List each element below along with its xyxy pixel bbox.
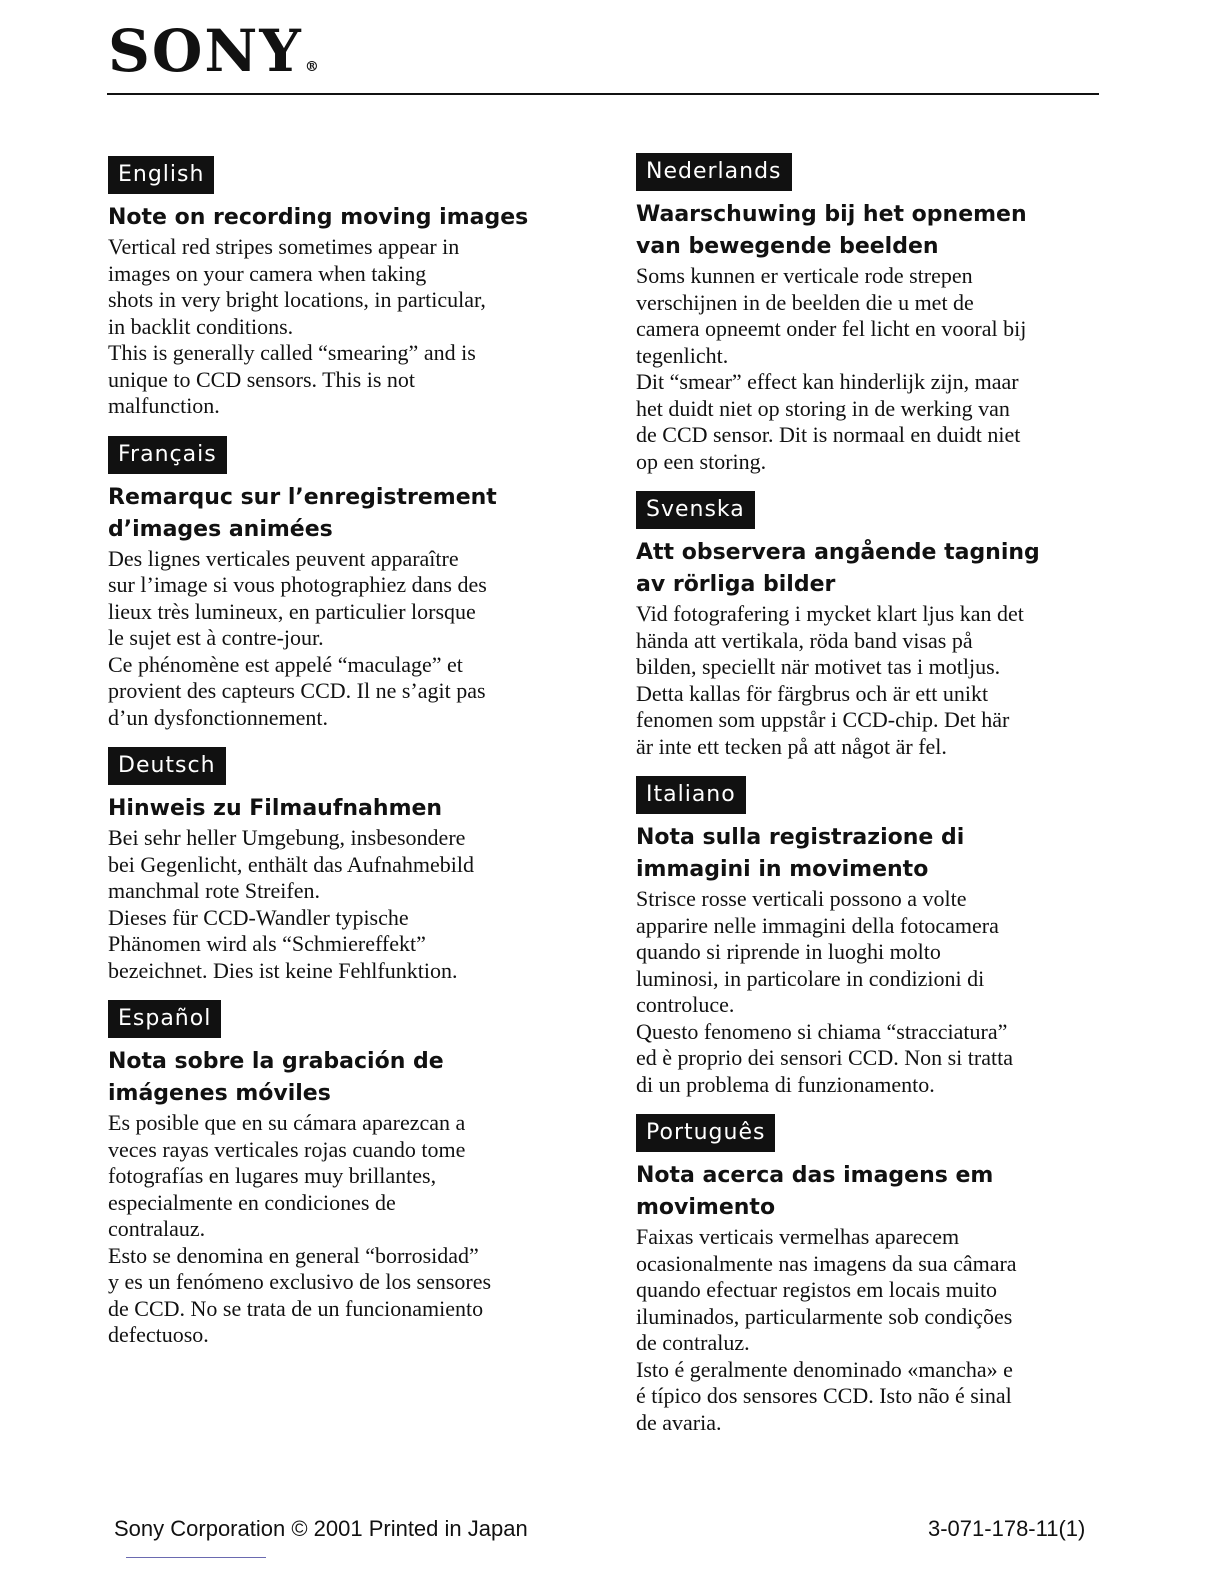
section-english [108,156,578,420]
language-tag-svenska: Svenska [636,491,755,529]
section-svenska [636,491,1106,760]
language-tag-nederlands: Nederlands [636,153,792,191]
footer-divider [126,1557,266,1558]
section-body: Vid fotografering i mycket klart ljus kan det hända att vertikala, röda band visas på bilden, speciellt när motivet tas i motljus. Detta kallas för färgbrus och är ett unikt fenomen som uppstår i CCD-chip. Det här är inte ett tecken på att något är fel. [636,601,1024,759]
section-heading: Nota sulla registrazione di immagini in movimento [636,825,965,882]
section-body: Strisce rosse verticali possono a volte apparire nelle immagini della fotocamera quando si riprende in luoghi molto luminosi, in particolare in condizioni di controluce. Questo fenomeno si chiama “stracciatura” ed è proprio dei sensori CCD. Non si tratta di un problema di funzionamento. [636,886,1013,1097]
section-body: Bei sehr heller Umgebung, insbesondere bei Gegenlicht, enthält das Aufnahmebild manchmal rote Streifen. Dieses für CCD-Wandler typische Phänomen wird als “Schmiereffekt” bezeichnet. Dies ist keine Fehlfunktion. [108,825,474,983]
section-heading: Nota sobre la grabación de imágenes móviles [108,1049,444,1106]
section-heading: Att observera angående tagning av rörliga bilder [636,540,1040,597]
section-heading: Hinweis zu Filmaufnahmen [108,796,443,821]
section-body: Vertical red stripes sometimes appear in images on your camera when taking shots in very bright locations, in particular, in backlit conditions. This is generally called “smearing” and is unique to CCD sensors. This is not malfunction. [108,234,486,418]
section-body: Es posible que en su cámara aparezcan a veces rayas verticales rojas cuando tome fotografías en lugares muy brillantes, especialmente en condiciones de contralauz. Esto se denomina en general “borrosidad” y es un fenómeno exclusivo de los sensores de CCD. No se trata de un funcionamiento defectuoso. [108,1110,492,1347]
language-tag-portugues: Português [636,1114,775,1152]
section-heading: Remarquc sur l’enregistrement d’images animées [108,484,497,542]
section-nederlands [636,153,1106,475]
sony-logo [108,16,321,102]
section-body: Des lignes verticales peuvent apparaître sur l’image si vous photographiez dans des lieux très lumineux, en particulier lorsque le sujet est à contre-jour. Ce phénomène est appelé “maculage” et provient des capteurs CCD. Il ne s’agit pas d’un dysfonctionnement. [108,545,487,730]
section-body: Soms kunnen er verticale rode strepen verschijnen in de beelden die u met de camera opneemt onder fel licht en vooral bij tegenlicht. Dit “smear” effect kan hinderlijk zijn, maar het duidt niet op storing in de werking van de CCD sensor. Dit is normaal en duidt niet op een storing. [636,263,1027,474]
section-espanol [108,1000,578,1349]
language-tag-deutsch: Deutsch [108,747,226,785]
language-tag-english: English [108,156,214,194]
language-tag-francais: Français [108,436,227,474]
language-tag-italiano: Italiano [636,776,746,814]
footer-copyright: Sony Corporation © 2001 Printed in Japan [114,1516,528,1541]
section-deutsch [108,747,578,984]
logo-text: SONY [108,17,303,85]
right-column [636,153,1106,1452]
registered-mark: ® [304,59,321,75]
language-tag-espanol: Español [108,1000,221,1038]
section-portugues [636,1114,1106,1436]
footer-part-number: 3-071-178-11(1) [928,1516,1086,1541]
section-heading: Waarschuwing bij het opnemen van bewegende beelden [636,202,1027,259]
section-body: Faixas verticais vermelhas aparecem ocasionalmente nas imagens da sua câmara quando efectuar registos em locais muito iluminados, particularmente sob condições de contraluz. Isto é geralmente denominado «mancha» e é típico dos sensores CCD. Isto não é sinal de avaria. [636,1224,1017,1435]
section-francais [108,436,578,732]
header-divider [107,93,1099,95]
section-heading: Note on recording moving images [108,205,529,230]
section-heading: Nota acerca das imagens em movimento [636,1163,994,1220]
section-italiano [636,776,1106,1098]
left-column [108,156,578,1365]
